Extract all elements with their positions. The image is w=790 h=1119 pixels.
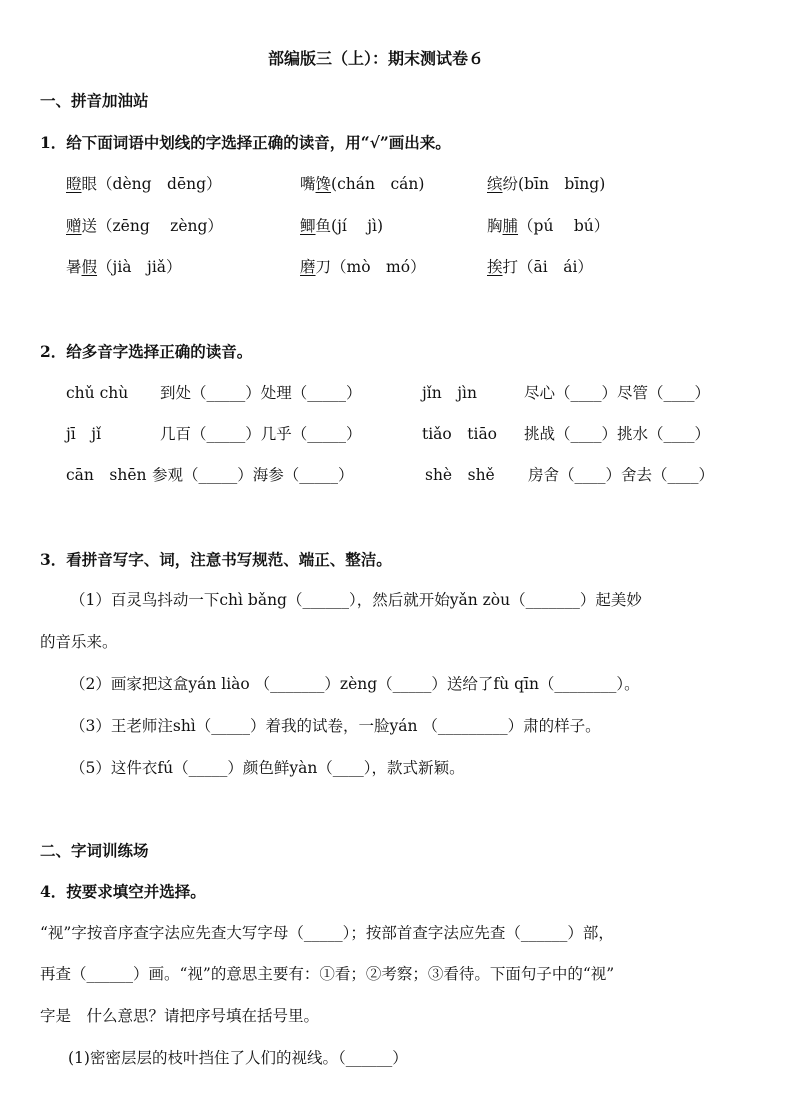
question-1-heading: 1．给下面词语中划线的字选择正确的读音，用“√”画出来。: [40, 133, 451, 152]
page-title: 部编版三（上）：期末测试卷６: [268, 49, 485, 68]
q1-underlined-char: 鲫: [300, 217, 316, 235]
q1-underlined-char: 缤: [487, 175, 503, 193]
q1-underlined-char: 赠: [66, 217, 82, 235]
q1-item-text: 刀（mò mó）: [315, 258, 426, 276]
section-heading-1: 一、拼音加油站: [40, 91, 149, 110]
q2-words: 到处（_____）处理（_____）: [160, 384, 362, 402]
q3-line: （5）这件衣fú（_____）颜色鲜yàn（____），款式新颖。: [70, 759, 465, 777]
q1-item-text: 送（zēng zèng）: [81, 217, 223, 235]
q4-line: “视”字按音序查字法应先查大写字母（_____）；按部首查字法应先查（______）部，: [40, 924, 614, 942]
q2-pinyin: cān shēn: [66, 466, 147, 484]
q1-item-text: （jià jiǎ）: [97, 258, 182, 276]
q2-words: 房舍（____）舍去（____）: [528, 466, 715, 484]
q4-line: (1)密密层层的枝叶挡住了人们的视线。（______）: [68, 1049, 408, 1067]
q1-underlined-char: 瞪: [66, 175, 82, 193]
q1-item-text: 打（āi ái）: [502, 258, 593, 276]
q3-line: 的音乐来。: [40, 633, 118, 651]
q1-item-text: （pú bú）: [518, 217, 610, 235]
q1-item-prefix: 暑: [66, 258, 82, 276]
q4-line: 字是 什么意思？请把序号填在括号里。: [40, 1007, 320, 1025]
section-heading-2: 二、字词训练场: [40, 841, 149, 860]
q1-underlined-char: 脯: [502, 217, 519, 235]
q2-pinyin: shè shě: [425, 466, 495, 484]
q1-item-text: 眼（dèng dēng）: [81, 175, 222, 193]
q1-item-2: [300, 174, 424, 194]
q1-item-3: [487, 174, 605, 194]
q1-item-5: [300, 216, 383, 236]
question-4-heading: 4．按要求填空并选择。: [40, 882, 206, 901]
q2-words: 几百（_____）几乎（_____）: [160, 425, 362, 443]
q1-item-prefix: 嘴: [300, 175, 316, 193]
question-2-heading: 2．给多音字选择正确的读音。: [40, 342, 253, 361]
q3-line: （1）百灵鸟抖动一下chì bǎng（______），然后就开始yǎn zòu（_______）起美妙: [70, 591, 642, 609]
q1-item-9: [487, 257, 593, 277]
q2-words: 参观（_____）海参（_____）: [152, 466, 354, 484]
q1-item-text: 鱼(jí jì): [315, 217, 384, 235]
q1-item-6: [487, 216, 609, 236]
q2-pinyin: jǐn jìn: [422, 384, 477, 402]
q3-line: （2）画家把这盒yán liào （_______）zèng（_____）送给了fù qīn（________）。: [70, 675, 640, 693]
q2-pinyin: chǔ chù: [66, 384, 129, 402]
q1-item-text: 纷(bīn bīng): [502, 175, 606, 193]
q1-item-4: [66, 216, 223, 236]
q2-pinyin: tiǎo tiāo: [422, 425, 498, 443]
q4-line: 再查（______）画。“视”的意思主要有：①看；②考察；③看待。下面句子中的“视”: [40, 965, 615, 983]
q1-item-text: (chán cán): [331, 175, 425, 193]
q3-line: （3）王老师注shì（_____）着我的试卷，一脸yán （_________）肃的样子。: [70, 717, 601, 735]
question-3-heading: 3．看拼音写字、词，注意书写规范、端正、整洁。: [40, 550, 392, 569]
q2-words: 尽心（____）尽管（____）: [524, 384, 711, 402]
q1-item-8: [300, 257, 426, 277]
q1-item-7: [66, 257, 182, 277]
q2-words: 挑战（____）挑水（____）: [524, 425, 711, 443]
q1-item-prefix: 胸: [487, 217, 503, 235]
q1-item-1: [66, 174, 222, 194]
q1-underlined-char: 假: [81, 258, 98, 276]
q1-underlined-char: 馋: [315, 175, 332, 193]
q1-underlined-char: 挨: [487, 258, 503, 276]
q2-pinyin: jī jǐ: [66, 425, 102, 443]
q1-underlined-char: 磨: [300, 258, 316, 276]
